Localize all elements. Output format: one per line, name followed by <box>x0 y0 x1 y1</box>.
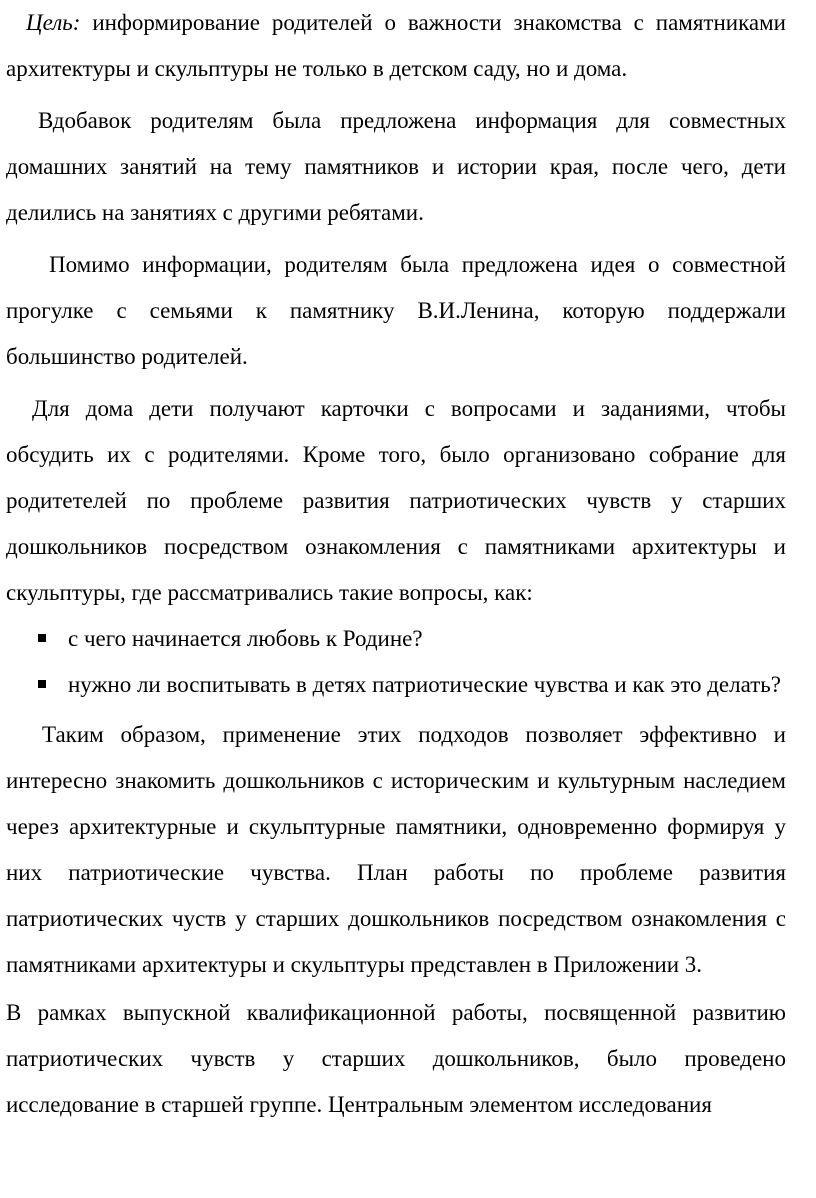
list-item <box>68 662 786 708</box>
list-item <box>68 616 786 662</box>
list-item-text: нужно ли воспитывать в детях патриотические чувства и как это делать? <box>68 672 781 697</box>
list-item-text: с чего начинается любовь к Родине? <box>68 626 423 651</box>
paragraph-cards-meeting: Для дома дети получают карточки с вопросами и заданиями, чтобы обсудить их с родителями. Кроме того, было организовано собрание для родитетелей по проблеме развития патриотических чувств у старших дошкольников посредством ознакомления с памятниками архитектуры и скульптуры, где рассматривались такие вопросы, как: <box>6 396 786 605</box>
paragraph-walk-idea: Помимо информации, родителям была предложена идея о совместной прогулке с семьями к памятнику В.И.Ленина, которую поддержали большинство родителей. <box>6 252 786 369</box>
square-bullet-icon <box>38 680 46 688</box>
goal-label: Цель: <box>26 10 81 35</box>
paragraph-research: В рамках выпускной квалификационной работы, посвященной развитию патриотических чувств у старших дошкольников, было проведено исследование в старшей группе. Центральным элементом исследования <box>6 1000 786 1117</box>
paragraph-home-activities: Вдобавок родителям была предложена информация для совместных домашних занятий на тему памятников и истории края, после чего, дети делились на занятиях с другими ребятами. <box>6 108 786 225</box>
paragraph-goal <box>6 0 786 92</box>
square-bullet-icon <box>38 634 46 642</box>
goal-text: информирование родителей о важности знакомства с памятниками архитектуры и скульптуры не только в детском саду, но и дома. <box>6 10 786 81</box>
paragraph-conclusion: Таким образом, применение этих подходов позволяет эффективно и интересно знакомить дошкольников с историческим и культурным наследием через архитектурные и скульптурные памятники, одновременно формируя у них патриотические чувства. План работы по проблеме развития патриотических чуств у старших дошкольников посредством ознакомления с памятниками архитектуры и скульптуры представлен в Приложении 3. <box>6 722 786 977</box>
questions-list <box>6 616 786 708</box>
